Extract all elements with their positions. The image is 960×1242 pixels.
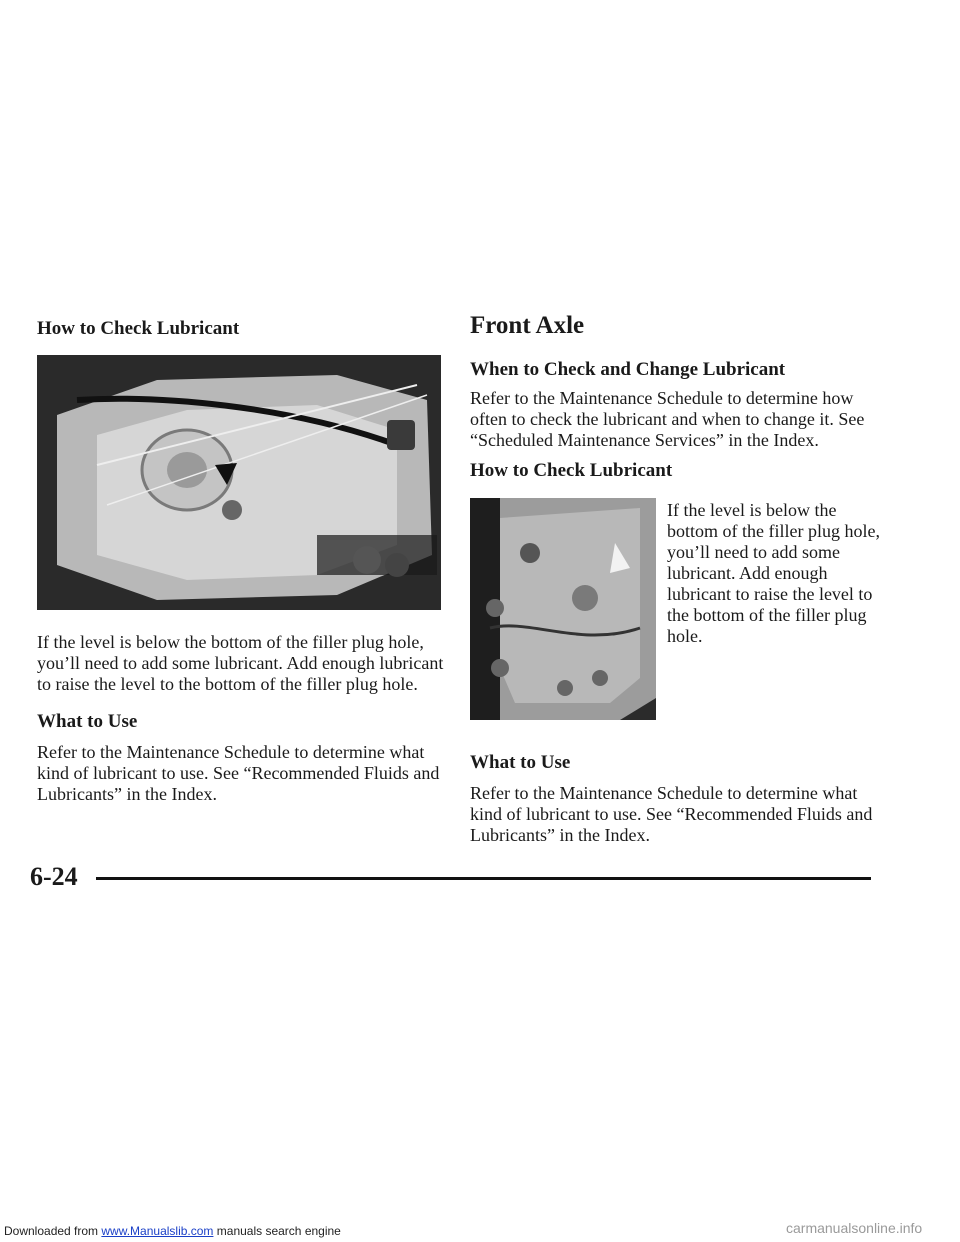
footer-suffix: manuals search engine <box>213 1224 341 1238</box>
footer-prefix: Downloaded from <box>4 1224 102 1238</box>
transfer-case-illustration <box>37 355 441 610</box>
brand-watermark: carmanualsonline.info <box>786 1220 923 1236</box>
transfer-case-photo <box>37 355 441 610</box>
left-paragraph-2: Refer to the Maintenance Schedule to determine what kind of lubricant to use. See “Recommended Fluids and Lubricants” in the Index. <box>37 742 440 804</box>
left-heading: How to Check Lubricant <box>37 318 240 339</box>
footer-rule <box>96 877 871 880</box>
front-axle-title: Front Axle <box>470 312 585 339</box>
manualslib-link[interactable]: www.Manualslib.com <box>101 1224 214 1238</box>
when-to-check-text: Refer to the Maintenance Schedule to determine how often to check the lubricant and when to change it. See “Scheduled Maintenance Services” in the Index. <box>470 388 865 450</box>
right-what-to-use-heading: What to Use <box>470 752 571 773</box>
front-axle-photo <box>470 498 656 720</box>
right-what-to-use-text: Refer to the Maintenance Schedule to determine what kind of lubricant to use. See “Recommended Fluids and Lubricants” in the Index. <box>470 783 873 845</box>
right-level-text: If the level is below the bottom of the filler plug hole, you’ll need to add some lubricant. Add enough lubricant to raise the level to the bottom of the filler plug hole. <box>667 500 880 646</box>
right-how-to-check-heading: How to Check Lubricant <box>470 460 673 481</box>
page-number: 6-24 <box>30 862 78 891</box>
download-footer <box>4 1224 341 1238</box>
left-paragraph-1: If the level is below the bottom of the filler plug hole, you’ll need to add some lubricant. Add enough lubricant to raise the level to the bottom of the filler plug hole. <box>37 632 444 694</box>
front-axle-illustration <box>470 498 656 720</box>
when-to-check-heading: When to Check and Change Lubricant <box>470 359 786 380</box>
left-subheading-what-to-use: What to Use <box>37 711 138 732</box>
